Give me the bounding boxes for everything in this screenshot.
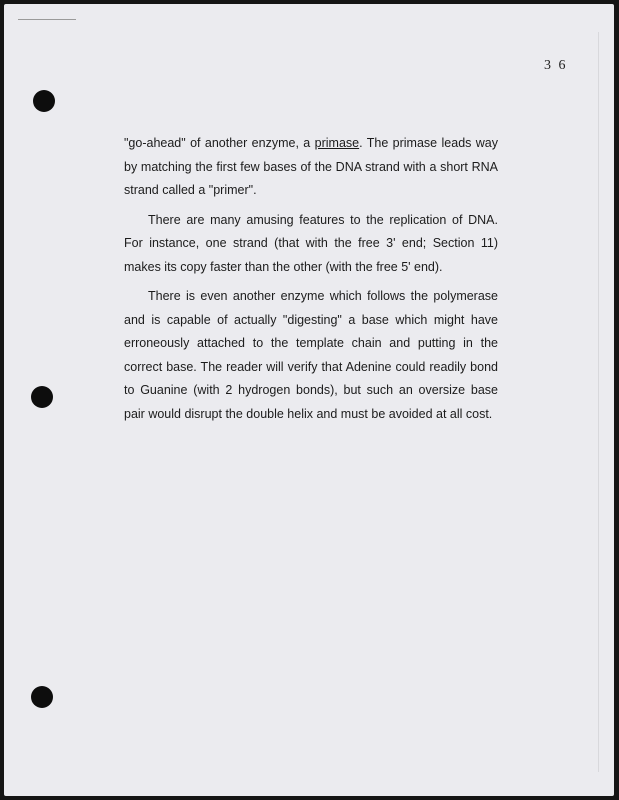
right-edge-line — [598, 32, 599, 772]
paragraph-2: There are many amusing features to the replication of DNA. For instance, one strand (that with the free 3' end; Section 11) makes its copy faster than the other (with the free 5' end). — [124, 212, 498, 274]
paragraph-3: There is even another enzyme which follows the polymerase and is capable of actually "digesting" a base which might have erroneously attached to the template chain and putting in the correct base. The reader will verify that Adenine could readily bond to Guanine (with 2 hydrogen bonds), but such an oversize base pair would disrupt the double helix and must be avoided at all cost. — [124, 289, 498, 421]
punch-hole-middle — [31, 386, 53, 408]
paragraph-1 — [124, 132, 498, 203]
top-rule — [18, 19, 76, 20]
paragraph-1-start: "go-ahead" of another enzyme, a — [124, 136, 315, 150]
page-number: 3 6 — [544, 58, 568, 73]
punch-hole-bottom — [31, 686, 53, 708]
underlined-term-primase: primase — [314, 136, 360, 150]
body-text — [124, 132, 498, 432]
paper-sheet — [4, 4, 614, 796]
paragraph-1-end: . The primase leads way by matching the first few bases of the DNA strand with a short RNA strand called a "primer". — [124, 136, 499, 197]
punch-hole-top — [33, 90, 55, 112]
